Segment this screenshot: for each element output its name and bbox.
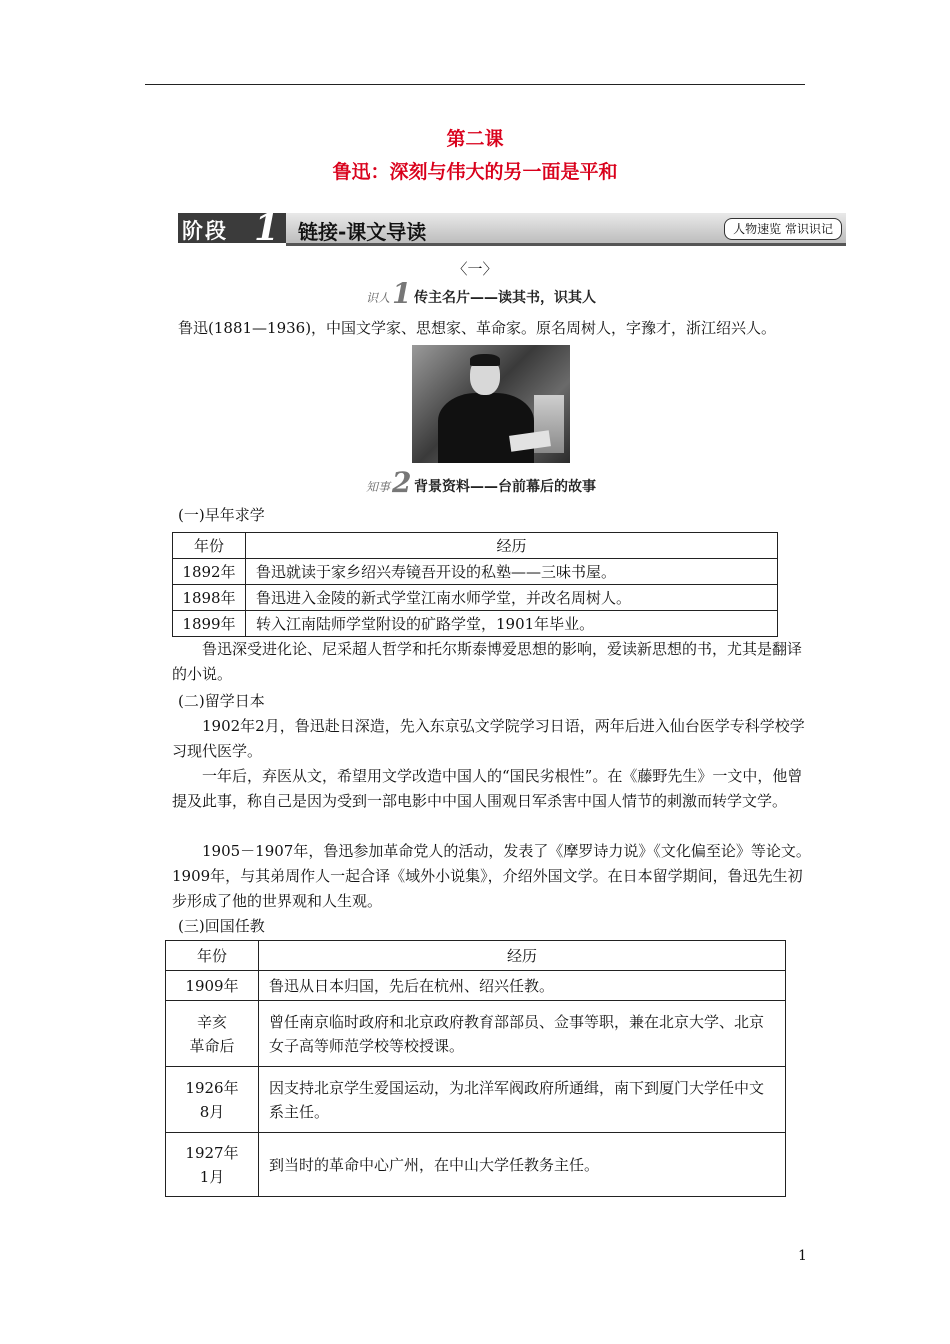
part-label: 〈一〉 bbox=[452, 260, 498, 278]
stage-tag: 人物速览 常识识记 bbox=[724, 218, 842, 240]
early-heading: (一)早年求学 bbox=[178, 506, 265, 524]
cell-event: 鲁迅进入金陵的新式学堂江南水师学堂，并改名周树人。 bbox=[246, 585, 778, 611]
stage-number: 1 bbox=[254, 207, 280, 249]
table-row bbox=[173, 611, 778, 637]
section-number: 1 bbox=[392, 277, 412, 310]
lesson-title: 鲁迅：深刻与伟大的另一面是平和 bbox=[332, 161, 618, 183]
year-line-2: 革命后 bbox=[189, 1036, 235, 1055]
section-title: 传主名片——读其书，识其人 bbox=[414, 290, 596, 306]
table-header-row bbox=[173, 533, 778, 559]
stage-title-bar bbox=[286, 213, 846, 246]
japan-heading: (二)留学日本 bbox=[178, 692, 265, 710]
cell-event: 转入江南陆师学堂附设的矿路学堂，1901年毕业。 bbox=[246, 611, 778, 637]
header-rule bbox=[145, 84, 805, 85]
figure-body bbox=[438, 393, 534, 463]
figure-hair bbox=[470, 354, 500, 366]
cell-year: 1899年 bbox=[173, 611, 246, 637]
cell-event: 鲁迅就读于家乡绍兴寿镜吾开设的私塾——三味书屋。 bbox=[246, 559, 778, 585]
table-row bbox=[166, 971, 786, 1001]
header-year: 年份 bbox=[173, 533, 246, 559]
header-event: 经历 bbox=[259, 941, 786, 971]
japan-paragraph-3: 1905－1907年，鲁迅参加革命党人的活动，发表了《摩罗诗力说》《文化偏至论》等论文。1909年，与其弟周作人一起合译《域外小说集》，介绍外国文学。在日本留学期间，鲁迅先生初步形成了他的世界观和人生观。 bbox=[172, 842, 811, 910]
table-row bbox=[166, 1133, 786, 1197]
home-table bbox=[165, 940, 786, 1197]
section-number: 2 bbox=[392, 466, 412, 499]
table-row bbox=[166, 1001, 786, 1067]
stage-label: 阶段 bbox=[182, 219, 228, 243]
japan-paragraph-2: 一年后，弃医从文，希望用文学改造中国人的“国民劣根性”。在《藤野先生》一文中，他曾提及此事，称自己是因为受到一部电影中中国人围观日军杀害中国人情节的刺激而转学文学。 bbox=[172, 767, 803, 810]
intro-text: 鲁迅(1881—1936)，中国文学家、思想家、革命家。原名周树人，字豫才，浙江绍兴人。 bbox=[178, 319, 777, 337]
early-after-text: 鲁迅深受进化论、尼采超人哲学和托尔斯泰博爱思想的影响，爱读新思想的书，尤其是翻译的小说。 bbox=[172, 640, 803, 683]
cell-year: 1898年 bbox=[173, 585, 246, 611]
cell-year bbox=[166, 1067, 259, 1133]
cell-year bbox=[166, 1133, 259, 1197]
cell-year bbox=[166, 971, 259, 1001]
portrait-photo bbox=[412, 345, 570, 463]
year-line-1: 1909年 bbox=[185, 976, 239, 995]
table-row bbox=[173, 585, 778, 611]
lesson-number: 第二课 bbox=[446, 128, 504, 150]
section-label: 知事 bbox=[366, 480, 391, 494]
section-label: 识人 bbox=[366, 291, 391, 305]
japan-paragraph-1: 1902年2月，鲁迅赴日深造，先入东京弘文学院学习日语，两年后进入仙台医学专科学校学习现代医学。 bbox=[172, 717, 805, 760]
year-line-1: 辛亥 bbox=[196, 1012, 227, 1031]
page-number: 1 bbox=[798, 1248, 807, 1264]
cell-event: 因支持北京学生爱国运动，为北洋军阀政府所通缉，南下到厦门大学任中文系主任。 bbox=[259, 1067, 786, 1133]
early-table bbox=[172, 532, 778, 637]
table-row bbox=[173, 559, 778, 585]
header-event: 经历 bbox=[246, 533, 778, 559]
cell-event: 到当时的革命中心广州，在中山大学任教务主任。 bbox=[259, 1133, 786, 1197]
year-line-2: 8月 bbox=[199, 1102, 225, 1121]
table-row bbox=[166, 1067, 786, 1133]
section-heading-2 bbox=[366, 466, 626, 499]
section-heading-1 bbox=[366, 277, 626, 310]
cell-year bbox=[166, 1001, 259, 1067]
year-line-1: 1927年 bbox=[185, 1143, 239, 1162]
section-title: 背景资料——台前幕后的故事 bbox=[414, 479, 596, 495]
table-header-row bbox=[166, 941, 786, 971]
stage-title: 链接-课文导读 bbox=[298, 220, 427, 244]
cell-event: 曾任南京临时政府和北京政府教育部部员、佥事等职，兼在北京大学、北京女子高等师范学校等校授课。 bbox=[259, 1001, 786, 1067]
cell-year: 1892年 bbox=[173, 559, 246, 585]
year-line-1: 1926年 bbox=[185, 1078, 239, 1097]
cell-event: 鲁迅从日本归国，先后在杭州、绍兴任教。 bbox=[259, 971, 786, 1001]
year-line-2: 1月 bbox=[199, 1167, 225, 1186]
home-heading: (三)回国任教 bbox=[178, 917, 265, 935]
stage-badge bbox=[178, 207, 286, 249]
header-year: 年份 bbox=[166, 941, 259, 971]
stage-banner bbox=[178, 207, 846, 249]
